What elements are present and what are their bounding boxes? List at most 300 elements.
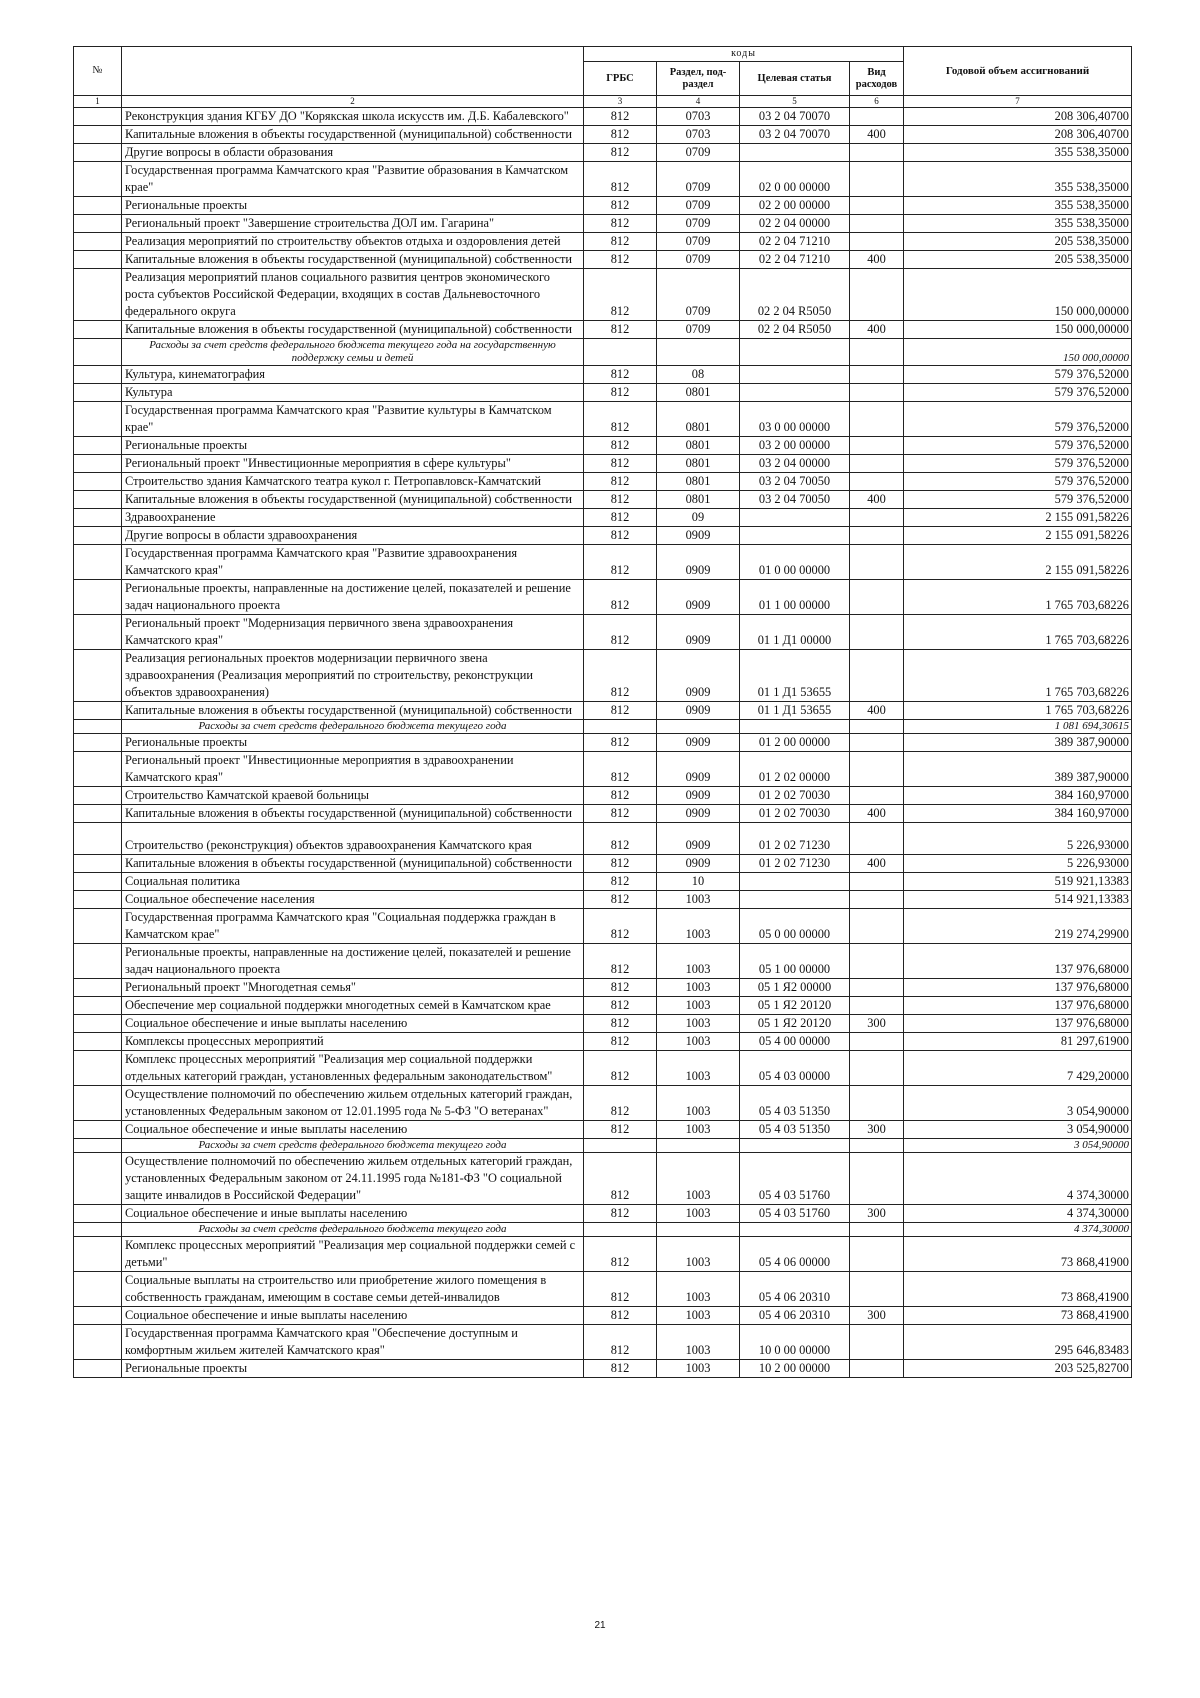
cell-number xyxy=(74,126,122,144)
cell-name: Региональный проект "Модернизация первичного звена здравоохранения Камчатского края" xyxy=(122,615,584,650)
cell-number xyxy=(74,997,122,1015)
cell-number xyxy=(74,491,122,509)
cell-type xyxy=(850,437,904,455)
cell-type xyxy=(850,233,904,251)
cell-grbs: 812 xyxy=(584,384,657,402)
cell-type xyxy=(850,108,904,126)
cell-amount: 355 538,35000 xyxy=(904,144,1132,162)
cell-name: Другие вопросы в области здравоохранения xyxy=(122,527,584,545)
cell-target: 01 0 00 00000 xyxy=(740,545,850,580)
cell-target: 03 2 04 70050 xyxy=(740,491,850,509)
cell-type xyxy=(850,144,904,162)
cell-target: 01 2 02 71230 xyxy=(740,823,850,855)
cell-section: 0909 xyxy=(657,787,740,805)
table-row xyxy=(74,197,1132,215)
cell-amount: 295 646,83483 xyxy=(904,1325,1132,1360)
cell-amount: 579 376,52000 xyxy=(904,455,1132,473)
cell-section: 1003 xyxy=(657,1033,740,1051)
cell-type xyxy=(850,650,904,702)
cell-name: Социальное обеспечение и иные выплаты населению xyxy=(122,1121,584,1139)
cell-number xyxy=(74,437,122,455)
table-row xyxy=(74,491,1132,509)
cell-target xyxy=(740,720,850,734)
cell-grbs: 812 xyxy=(584,437,657,455)
cell-amount: 1 765 703,68226 xyxy=(904,650,1132,702)
cell-grbs: 812 xyxy=(584,144,657,162)
cell-type xyxy=(850,1237,904,1272)
table-row xyxy=(74,1153,1132,1205)
cell-grbs: 812 xyxy=(584,366,657,384)
cell-type xyxy=(850,1360,904,1378)
cell-target: 02 0 00 00000 xyxy=(740,162,850,197)
cell-name: Государственная программа Камчатского края "Обеспечение доступным и комфортным жильем жителей Камчатского края" xyxy=(122,1325,584,1360)
cell-grbs: 812 xyxy=(584,197,657,215)
cell-target xyxy=(740,339,850,366)
cell-amount: 519 921,13383 xyxy=(904,873,1132,891)
cell-amount: 579 376,52000 xyxy=(904,491,1132,509)
cell-amount: 150 000,00000 xyxy=(904,339,1132,366)
table-row xyxy=(74,144,1132,162)
cell-amount: 150 000,00000 xyxy=(904,269,1132,321)
cell-name: Капитальные вложения в объекты государственной (муниципальной) собственности xyxy=(122,321,584,339)
cell-section: 0709 xyxy=(657,215,740,233)
cell-number xyxy=(74,251,122,269)
cell-amount: 73 868,41900 xyxy=(904,1237,1132,1272)
cell-type xyxy=(850,997,904,1015)
cell-type xyxy=(850,823,904,855)
cell-type xyxy=(850,509,904,527)
table-row xyxy=(74,384,1132,402)
cell-grbs: 812 xyxy=(584,1033,657,1051)
table-body xyxy=(74,108,1132,1378)
cell-grbs: 812 xyxy=(584,997,657,1015)
cell-type xyxy=(850,873,904,891)
cell-amount: 3 054,90000 xyxy=(904,1086,1132,1121)
cell-target: 05 1 Я2 20120 xyxy=(740,1015,850,1033)
cell-target: 05 4 03 51350 xyxy=(740,1121,850,1139)
table-row xyxy=(74,366,1132,384)
cell-type: 300 xyxy=(850,1015,904,1033)
cell-number xyxy=(74,873,122,891)
cell-section: 0909 xyxy=(657,734,740,752)
cell-amount: 73 868,41900 xyxy=(904,1272,1132,1307)
cell-amount: 4 374,30000 xyxy=(904,1153,1132,1205)
cell-target xyxy=(740,1139,850,1153)
table-row xyxy=(74,455,1132,473)
cell-name: Расходы за счет средств федерального бюджета текущего года на государственную поддержку семьи и детей xyxy=(122,339,584,366)
cell-type xyxy=(850,615,904,650)
cell-type xyxy=(850,215,904,233)
cell-name: Комплекс процессных мероприятий "Реализация мер социальной поддержки отдельных категорий граждан, установленных федеральным законодательством" xyxy=(122,1051,584,1086)
cell-type xyxy=(850,580,904,615)
cell-section: 0909 xyxy=(657,702,740,720)
cell-grbs: 812 xyxy=(584,321,657,339)
cell-target: 01 2 02 00000 xyxy=(740,752,850,787)
cell-section: 0801 xyxy=(657,491,740,509)
cell-amount: 208 306,40700 xyxy=(904,126,1132,144)
col-number-label: 4 xyxy=(657,96,740,108)
cell-type xyxy=(850,384,904,402)
cell-target: 05 4 03 00000 xyxy=(740,1051,850,1086)
cell-name: Расходы за счет средств федерального бюджета текущего года xyxy=(122,1223,584,1237)
cell-name: Осуществление полномочий по обеспечению жильем отдельных категорий граждан, установленных Федеральным законом от 12.01.1995 года № 5-ФЗ "О ветеранах" xyxy=(122,1086,584,1121)
col-header-grbs: ГРБС xyxy=(584,62,657,96)
cell-type xyxy=(850,720,904,734)
cell-target: 05 1 Я2 00000 xyxy=(740,979,850,997)
cell-number xyxy=(74,108,122,126)
cell-grbs: 812 xyxy=(584,251,657,269)
cell-amount: 4 374,30000 xyxy=(904,1223,1132,1237)
cell-name: Комплексы процессных мероприятий xyxy=(122,1033,584,1051)
cell-number xyxy=(74,752,122,787)
cell-amount: 5 226,93000 xyxy=(904,855,1132,873)
cell-grbs: 812 xyxy=(584,126,657,144)
table-row xyxy=(74,269,1132,321)
cell-type xyxy=(850,162,904,197)
cell-number xyxy=(74,1033,122,1051)
cell-target xyxy=(740,366,850,384)
cell-amount: 205 538,35000 xyxy=(904,251,1132,269)
cell-target: 05 4 00 00000 xyxy=(740,1033,850,1051)
cell-section: 0909 xyxy=(657,650,740,702)
table-row xyxy=(74,734,1132,752)
cell-section: 1003 xyxy=(657,997,740,1015)
cell-name: Реализация мероприятий планов социального развития центров экономического роста субъектов Российской Федерации, входящих в состав Дальневосточного федерального округа xyxy=(122,269,584,321)
cell-section: 1003 xyxy=(657,1015,740,1033)
cell-number xyxy=(74,1139,122,1153)
cell-name: Культура, кинематография xyxy=(122,366,584,384)
cell-type xyxy=(850,269,904,321)
cell-grbs: 812 xyxy=(584,909,657,944)
cell-grbs: 812 xyxy=(584,855,657,873)
cell-grbs: 812 xyxy=(584,1051,657,1086)
cell-amount: 579 376,52000 xyxy=(904,473,1132,491)
table-row xyxy=(74,126,1132,144)
cell-name: Осуществление полномочий по обеспечению жильем отдельных категорий граждан, установленных Федеральным законом от 24.11.1995 года №181-ФЗ "О социальной защите инвалидов в Российской Федерации" xyxy=(122,1153,584,1205)
cell-type: 400 xyxy=(850,321,904,339)
cell-number xyxy=(74,580,122,615)
cell-number xyxy=(74,162,122,197)
cell-name: Региональные проекты, направленные на достижение целей, показателей и решение задач национального проекта xyxy=(122,944,584,979)
cell-section: 0703 xyxy=(657,108,740,126)
cell-section: 1003 xyxy=(657,979,740,997)
table-row xyxy=(74,402,1132,437)
cell-name: Строительство (реконструкция) объектов здравоохранения Камчатского края xyxy=(122,823,584,855)
cell-name: Социальная политика xyxy=(122,873,584,891)
cell-amount: 219 274,29900 xyxy=(904,909,1132,944)
cell-name: Капитальные вложения в объекты государственной (муниципальной) собственности xyxy=(122,702,584,720)
table-row xyxy=(74,1307,1132,1325)
cell-section: 0709 xyxy=(657,233,740,251)
cell-target: 01 2 00 00000 xyxy=(740,734,850,752)
cell-amount: 137 976,68000 xyxy=(904,944,1132,979)
col-number-label: 2 xyxy=(122,96,584,108)
table-row xyxy=(74,1360,1132,1378)
cell-type: 400 xyxy=(850,702,904,720)
table-row xyxy=(74,527,1132,545)
table-row xyxy=(74,1121,1132,1139)
cell-amount: 514 921,13383 xyxy=(904,891,1132,909)
cell-number xyxy=(74,944,122,979)
table-note-row xyxy=(74,720,1132,734)
cell-name: Капитальные вложения в объекты государственной (муниципальной) собственности xyxy=(122,855,584,873)
cell-section: 09 xyxy=(657,509,740,527)
cell-grbs: 812 xyxy=(584,1272,657,1307)
table-row xyxy=(74,1205,1132,1223)
cell-number xyxy=(74,1086,122,1121)
cell-section: 0909 xyxy=(657,580,740,615)
cell-name: Реализация региональных проектов модернизации первичного звена здравоохранения (Реализация мероприятий по строительству, реконструкции объектов здравоохранения) xyxy=(122,650,584,702)
cell-grbs: 812 xyxy=(584,891,657,909)
cell-amount: 73 868,41900 xyxy=(904,1307,1132,1325)
cell-target: 05 1 00 00000 xyxy=(740,944,850,979)
cell-target: 01 2 02 71230 xyxy=(740,855,850,873)
cell-type xyxy=(850,1051,904,1086)
table-row xyxy=(74,979,1132,997)
cell-name: Капитальные вложения в объекты государственной (муниципальной) собственности xyxy=(122,251,584,269)
cell-number xyxy=(74,339,122,366)
cell-grbs xyxy=(584,720,657,734)
cell-name: Региональный проект "Инвестиционные мероприятия в здравоохранении Камчатского края" xyxy=(122,752,584,787)
col-header-target: Целевая статья xyxy=(740,62,850,96)
cell-section xyxy=(657,339,740,366)
cell-section: 0801 xyxy=(657,384,740,402)
cell-grbs: 812 xyxy=(584,1307,657,1325)
cell-amount: 2 155 091,58226 xyxy=(904,527,1132,545)
table-row xyxy=(74,615,1132,650)
cell-target: 02 2 04 R5050 xyxy=(740,321,850,339)
cell-section: 0909 xyxy=(657,545,740,580)
cell-number xyxy=(74,1153,122,1205)
cell-grbs: 812 xyxy=(584,650,657,702)
table-row xyxy=(74,108,1132,126)
table-row xyxy=(74,233,1132,251)
cell-target: 10 2 00 00000 xyxy=(740,1360,850,1378)
cell-amount: 2 155 091,58226 xyxy=(904,545,1132,580)
cell-number xyxy=(74,734,122,752)
cell-name: Региональные проекты xyxy=(122,734,584,752)
cell-name: Региональные проекты, направленные на достижение целей, показателей и решение задач национального проекта xyxy=(122,580,584,615)
cell-name: Капитальные вложения в объекты государственной (муниципальной) собственности xyxy=(122,126,584,144)
cell-grbs: 812 xyxy=(584,1325,657,1360)
cell-number xyxy=(74,215,122,233)
table-row xyxy=(74,1051,1132,1086)
cell-section: 0909 xyxy=(657,615,740,650)
cell-target: 05 4 03 51760 xyxy=(740,1205,850,1223)
cell-type: 400 xyxy=(850,805,904,823)
table-row xyxy=(74,437,1132,455)
cell-name: Социальное обеспечение и иные выплаты населению xyxy=(122,1015,584,1033)
col-header-codes: коды xyxy=(584,47,904,62)
cell-name: Другие вопросы в области образования xyxy=(122,144,584,162)
cell-target: 01 1 Д1 00000 xyxy=(740,615,850,650)
cell-number xyxy=(74,321,122,339)
cell-target xyxy=(740,527,850,545)
table-row xyxy=(74,650,1132,702)
cell-section: 1003 xyxy=(657,909,740,944)
cell-type xyxy=(850,402,904,437)
table-row xyxy=(74,545,1132,580)
cell-name: Социальное обеспечение и иные выплаты населению xyxy=(122,1205,584,1223)
cell-amount: 3 054,90000 xyxy=(904,1121,1132,1139)
cell-amount: 355 538,35000 xyxy=(904,215,1132,233)
cell-grbs: 812 xyxy=(584,787,657,805)
cell-number xyxy=(74,455,122,473)
cell-type xyxy=(850,979,904,997)
cell-target: 05 0 00 00000 xyxy=(740,909,850,944)
cell-grbs: 812 xyxy=(584,473,657,491)
cell-section: 0909 xyxy=(657,752,740,787)
cell-number xyxy=(74,823,122,855)
cell-number xyxy=(74,1237,122,1272)
cell-amount: 3 054,90000 xyxy=(904,1139,1132,1153)
cell-number xyxy=(74,891,122,909)
cell-section: 0909 xyxy=(657,805,740,823)
cell-grbs: 812 xyxy=(584,269,657,321)
cell-target: 05 4 06 00000 xyxy=(740,1237,850,1272)
cell-section: 08 xyxy=(657,366,740,384)
cell-section: 0909 xyxy=(657,855,740,873)
table-row xyxy=(74,580,1132,615)
cell-type xyxy=(850,1223,904,1237)
cell-section xyxy=(657,1139,740,1153)
cell-target: 02 2 04 00000 xyxy=(740,215,850,233)
cell-section: 1003 xyxy=(657,1051,740,1086)
cell-type xyxy=(850,1272,904,1307)
cell-type xyxy=(850,473,904,491)
col-number-label: 7 xyxy=(904,96,1132,108)
cell-target: 02 2 00 00000 xyxy=(740,197,850,215)
cell-name: Капитальные вложения в объекты государственной (муниципальной) собственности xyxy=(122,491,584,509)
cell-number xyxy=(74,720,122,734)
cell-amount: 355 538,35000 xyxy=(904,162,1132,197)
cell-section: 1003 xyxy=(657,1307,740,1325)
cell-number xyxy=(74,1360,122,1378)
cell-amount: 384 160,97000 xyxy=(904,787,1132,805)
cell-name: Комплекс процессных мероприятий "Реализация мер социальной поддержки семей с детьми" xyxy=(122,1237,584,1272)
cell-section: 0909 xyxy=(657,527,740,545)
col-number-label: 3 xyxy=(584,96,657,108)
cell-type: 300 xyxy=(850,1121,904,1139)
cell-type xyxy=(850,339,904,366)
cell-target: 05 4 06 20310 xyxy=(740,1272,850,1307)
cell-grbs: 812 xyxy=(584,580,657,615)
cell-amount: 4 374,30000 xyxy=(904,1205,1132,1223)
cell-grbs: 812 xyxy=(584,162,657,197)
cell-number xyxy=(74,402,122,437)
table-note-row xyxy=(74,339,1132,366)
cell-amount: 579 376,52000 xyxy=(904,366,1132,384)
cell-target: 02 2 04 R5050 xyxy=(740,269,850,321)
cell-number xyxy=(74,144,122,162)
cell-number xyxy=(74,909,122,944)
cell-type xyxy=(850,909,904,944)
cell-amount: 81 297,61900 xyxy=(904,1033,1132,1051)
cell-number xyxy=(74,473,122,491)
cell-amount: 1 765 703,68226 xyxy=(904,615,1132,650)
cell-target: 03 2 04 70070 xyxy=(740,126,850,144)
cell-name: Государственная программа Камчатского края "Социальная поддержка граждан в Камчатском крае" xyxy=(122,909,584,944)
cell-grbs: 812 xyxy=(584,215,657,233)
cell-number xyxy=(74,787,122,805)
cell-name: Региональный проект "Инвестиционные мероприятия в сфере культуры" xyxy=(122,455,584,473)
table-row xyxy=(74,997,1132,1015)
cell-section: 1003 xyxy=(657,1153,740,1205)
cell-type xyxy=(850,1153,904,1205)
table-row xyxy=(74,162,1132,197)
cell-number xyxy=(74,1272,122,1307)
cell-name: Региональный проект "Завершение строительства ДОЛ им. Гагарина" xyxy=(122,215,584,233)
cell-name: Государственная программа Камчатского края "Развитие образования в Камчатском крае" xyxy=(122,162,584,197)
cell-target: 02 2 04 71210 xyxy=(740,251,850,269)
cell-grbs: 812 xyxy=(584,108,657,126)
cell-target: 03 2 04 00000 xyxy=(740,455,850,473)
cell-target: 10 0 00 00000 xyxy=(740,1325,850,1360)
cell-amount: 208 306,40700 xyxy=(904,108,1132,126)
cell-target xyxy=(740,509,850,527)
cell-number xyxy=(74,197,122,215)
cell-name: Строительство здания Камчатского театра кукол г. Петропавловск-Камчатский xyxy=(122,473,584,491)
cell-section: 0909 xyxy=(657,823,740,855)
cell-number xyxy=(74,366,122,384)
cell-grbs: 812 xyxy=(584,1153,657,1205)
cell-amount: 1 765 703,68226 xyxy=(904,580,1132,615)
cell-section: 1003 xyxy=(657,1360,740,1378)
cell-section: 1003 xyxy=(657,1121,740,1139)
cell-grbs: 812 xyxy=(584,734,657,752)
cell-amount: 2 155 091,58226 xyxy=(904,509,1132,527)
table-row xyxy=(74,1272,1132,1307)
cell-amount: 355 538,35000 xyxy=(904,197,1132,215)
cell-type: 400 xyxy=(850,126,904,144)
cell-number xyxy=(74,855,122,873)
cell-grbs: 812 xyxy=(584,944,657,979)
cell-type: 400 xyxy=(850,855,904,873)
cell-target: 03 2 00 00000 xyxy=(740,437,850,455)
cell-number xyxy=(74,1015,122,1033)
cell-section: 0801 xyxy=(657,437,740,455)
cell-target: 03 2 04 70070 xyxy=(740,108,850,126)
cell-amount: 137 976,68000 xyxy=(904,1015,1132,1033)
cell-number xyxy=(74,1307,122,1325)
table-row xyxy=(74,787,1132,805)
table-note-row xyxy=(74,1139,1132,1153)
cell-type: 400 xyxy=(850,251,904,269)
cell-target: 05 4 03 51760 xyxy=(740,1153,850,1205)
cell-type xyxy=(850,1139,904,1153)
cell-type xyxy=(850,1325,904,1360)
cell-amount: 579 376,52000 xyxy=(904,402,1132,437)
cell-section: 1003 xyxy=(657,1086,740,1121)
cell-target: 01 1 00 00000 xyxy=(740,580,850,615)
cell-number xyxy=(74,1205,122,1223)
cell-section: 0709 xyxy=(657,144,740,162)
cell-number xyxy=(74,384,122,402)
cell-amount: 384 160,97000 xyxy=(904,805,1132,823)
table-row xyxy=(74,944,1132,979)
cell-number xyxy=(74,509,122,527)
cell-name: Реконструкция здания КГБУ ДО "Корякская школа искусств им. Д.Б. Кабалевского" xyxy=(122,108,584,126)
cell-section: 0801 xyxy=(657,473,740,491)
cell-name: Государственная программа Камчатского края "Развитие здравоохранения Камчатского края" xyxy=(122,545,584,580)
cell-name: Здравоохранение xyxy=(122,509,584,527)
cell-number xyxy=(74,1223,122,1237)
col-header-section: Раздел, под-раздел xyxy=(657,62,740,96)
cell-amount: 5 226,93000 xyxy=(904,823,1132,855)
table-row xyxy=(74,752,1132,787)
cell-number xyxy=(74,979,122,997)
cell-type xyxy=(850,527,904,545)
